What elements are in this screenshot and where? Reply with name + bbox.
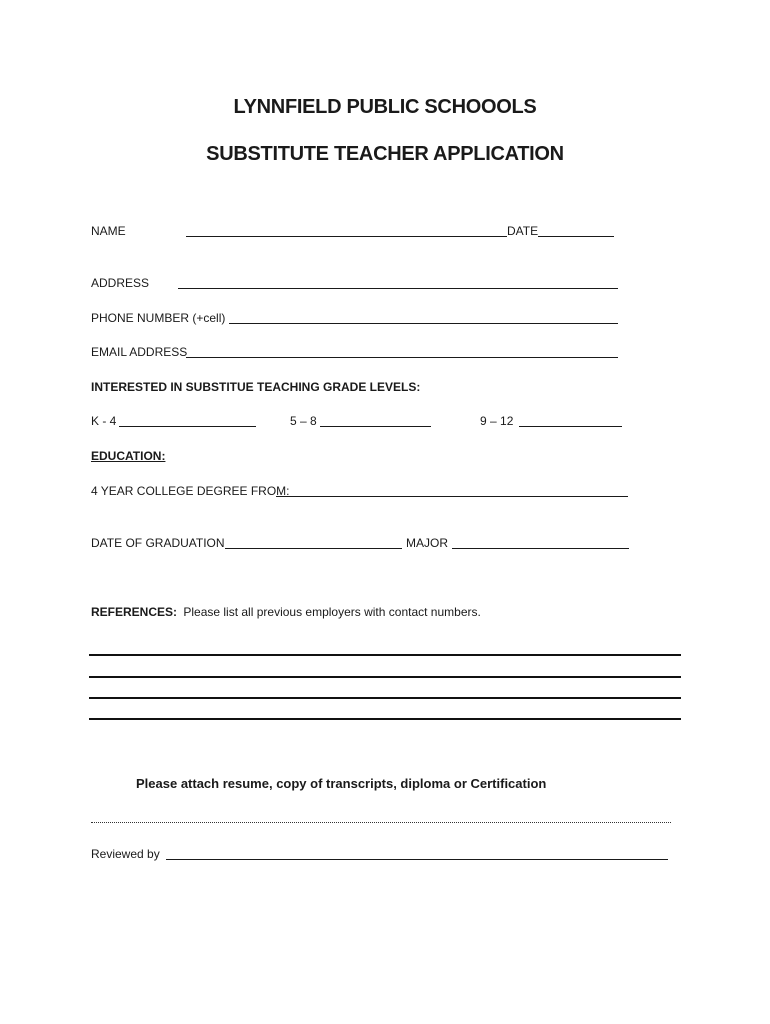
attach-documents-note: Please attach resume, copy of transcripts, diploma or Certification (136, 776, 547, 791)
grade-9-12-label: 9 – 12 (480, 414, 514, 428)
grade-5-8-label: 5 – 8 (290, 414, 317, 428)
email-label: EMAIL ADDRESS (91, 345, 188, 359)
reference-line-4[interactable] (89, 718, 681, 720)
reference-line-3[interactable] (89, 697, 681, 699)
reviewed-by-label: Reviewed by (91, 847, 160, 861)
reviewed-by-field[interactable] (166, 859, 668, 860)
grade-k4-label: K - 4 (91, 414, 117, 428)
phone-field[interactable] (229, 323, 618, 324)
major-field[interactable] (452, 548, 629, 549)
grade-5-8-field[interactable] (320, 426, 431, 427)
references-instructions: Please list all previous employers with contact numbers. (183, 605, 481, 619)
grade-k4-field[interactable] (119, 426, 256, 427)
name-field[interactable] (186, 236, 507, 237)
graduation-date-label: DATE OF GRADUATION (91, 536, 225, 550)
reference-line-1[interactable] (89, 654, 681, 656)
reference-line-2[interactable] (89, 676, 681, 678)
date-label: DATE (507, 224, 539, 238)
name-label: NAME (91, 224, 126, 238)
degree-field[interactable] (276, 496, 628, 497)
major-label: MAJOR (406, 536, 448, 550)
dotted-divider (91, 822, 671, 823)
address-field[interactable] (178, 288, 618, 289)
date-field[interactable] (538, 236, 614, 237)
email-field[interactable] (186, 357, 618, 358)
degree-label: 4 YEAR COLLEGE DEGREE FROM: (91, 484, 290, 498)
form-title: SUBSTITUTE TEACHER APPLICATION (206, 143, 564, 165)
grade-9-12-field[interactable] (519, 426, 622, 427)
references-prompt (91, 605, 481, 619)
graduation-date-field[interactable] (225, 548, 402, 549)
address-label: ADDRESS (91, 276, 150, 290)
references-label: REFERENCES: (91, 605, 178, 619)
school-name-title: LYNNFIELD PUBLIC SCHOOOLS (233, 96, 537, 118)
phone-label: PHONE NUMBER (+cell) (91, 311, 226, 325)
education-heading: EDUCATION: (91, 449, 166, 463)
grade-levels-heading: INTERESTED IN SUBSTITUE TEACHING GRADE LEVELS: (91, 380, 421, 394)
